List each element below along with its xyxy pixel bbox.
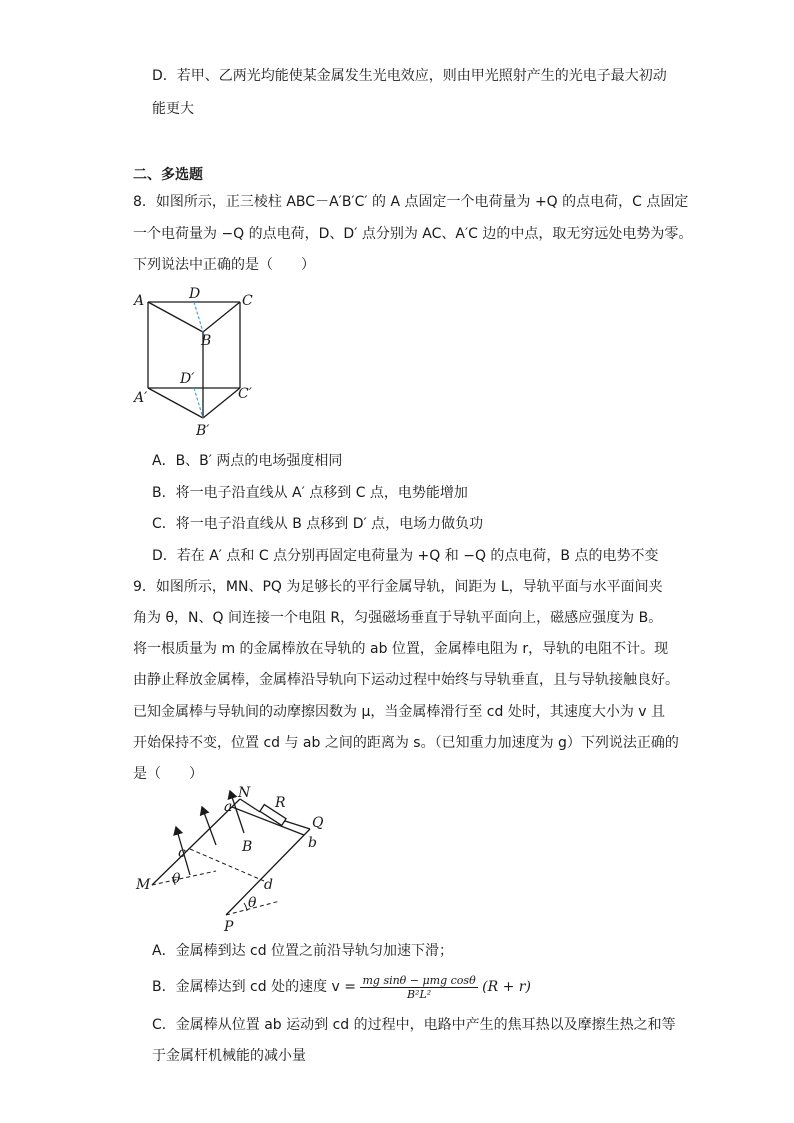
dashed-cd [190, 849, 264, 881]
label-a: a [224, 799, 233, 815]
q8-stem-line2: 一个电荷量为 −Q 的点电荷，D、D′ 点分别为 AC、A′C 边的中点，取无穷远处电势为零。 [133, 226, 693, 242]
label-r: R [275, 795, 286, 811]
angle-arc-2 [244, 903, 247, 911]
q9-option-c-line1: C．金属棒从位置 ab 运动到 cd 的过程中，电路中产生的焦耳热以及摩擦生热之和等 [152, 1017, 676, 1033]
label-d: d [264, 877, 273, 893]
field-arrow-2 [202, 807, 216, 845]
label-n: N [238, 785, 251, 801]
label-a: A [134, 293, 145, 309]
q9-stem-line7: 是（ ） [133, 766, 203, 782]
label-c: C [242, 293, 253, 309]
label-c: c [178, 845, 186, 861]
q9-stem-line5: 已知金属棒与导轨间的动摩擦因数为 μ，当金属棒滑行至 cd 处时，其速度大小为 v 且 [133, 704, 666, 720]
label-d: D [189, 286, 201, 302]
q8-option-b: B．将一电子沿直线从 A′ 点移到 C 点，电势能增加 [152, 485, 468, 501]
edge-b-prime-c-prime [203, 388, 240, 418]
edge-ab [148, 302, 203, 332]
label-m: M [136, 877, 151, 893]
fraction-numerator: mg sinθ − μmg cosθ [362, 973, 476, 987]
section-title: 二、多选题 [133, 167, 203, 183]
prism-figure [130, 285, 270, 445]
q9-stem-line2: 角为 θ，N、Q 间连接一个电阻 R，匀强磁场垂直于导轨平面向上，磁感应强度为 B。 [133, 610, 663, 626]
q9-option-c-line2: 于金属杆机械能的减小量 [152, 1048, 306, 1064]
velocity-fraction [360, 974, 477, 1001]
q8-stem-line1: 8．如图所示，正三棱柱 ABC－A′B′C′ 的 A 点固定一个电荷量为 +Q 的点电荷，C 点固定 [133, 194, 689, 210]
rail-pq [226, 829, 310, 915]
label-d-prime: D′ [180, 371, 195, 387]
label-b: B [201, 333, 212, 349]
q9-option-b-text: B．金属棒达到 cd 处的速度 v = [152, 979, 357, 995]
label-b: b [308, 835, 317, 851]
q9-option-a: A．金属棒到达 cd 位置之前沿导轨匀加速下滑； [152, 943, 454, 959]
q9-stem-line1: 9．如图所示，MN、PQ 为足够长的平行金属导轨，间距为 L，导轨平面与水平面间夹 [133, 579, 663, 595]
label-q: Q [312, 815, 324, 831]
dashed-horizontal-m [152, 871, 216, 885]
wire-r-q [285, 821, 310, 829]
label-theta-1: θ [172, 871, 181, 887]
label-p: P [224, 919, 234, 933]
rails-figure [132, 785, 342, 933]
label-theta-2: θ [248, 895, 257, 911]
q7-option-d-line2: 能更大 [152, 101, 194, 117]
q8-option-d: D．若在 A′ 点和 C 点分别再固定电荷量为 +Q 和 −Q 的点电荷，B 点的电势不变 [152, 548, 659, 564]
fraction-denominator: B²L² [406, 987, 432, 1001]
edge-bc [203, 302, 240, 332]
q9-stem-line4: 由静止释放金属棒，金属棒沿导轨向下运动过程中始终与导轨垂直，且与导轨接触良好。 [133, 672, 679, 688]
q7-option-d-line1: D．若甲、乙两光均能使某金属发生光电效应，则由甲光照射产生的光电子最大初动 [152, 68, 667, 84]
q8-option-c: C．将一电子沿直线从 B 点移到 D′ 点，电场力做负功 [152, 516, 484, 532]
q8-stem-line3: 下列说法中正确的是（ ） [133, 257, 315, 273]
label-field-b: B [242, 839, 253, 855]
label-c-prime: C′ [238, 386, 252, 402]
q9-option-b-suffix: (R + r) [482, 979, 531, 995]
q9-stem-line6: 开始保持不变，位置 cd 与 ab 之间的距离为 s。（已知重力加速度为 g）下列说法正确的 [133, 735, 679, 751]
label-b-prime: B′ [196, 423, 210, 439]
edge-a-prime-b-prime [148, 388, 203, 418]
q8-option-a: A．B、B′ 两点的电场强度相同 [152, 453, 343, 469]
label-a-prime: A′ [134, 390, 148, 406]
q9-stem-line3: 将一根质量为 m 的金属棒放在导轨的 ab 位置，金属棒电阻为 r，导轨的电阻不计。现 [133, 641, 669, 657]
q9-option-b [152, 972, 531, 1002]
